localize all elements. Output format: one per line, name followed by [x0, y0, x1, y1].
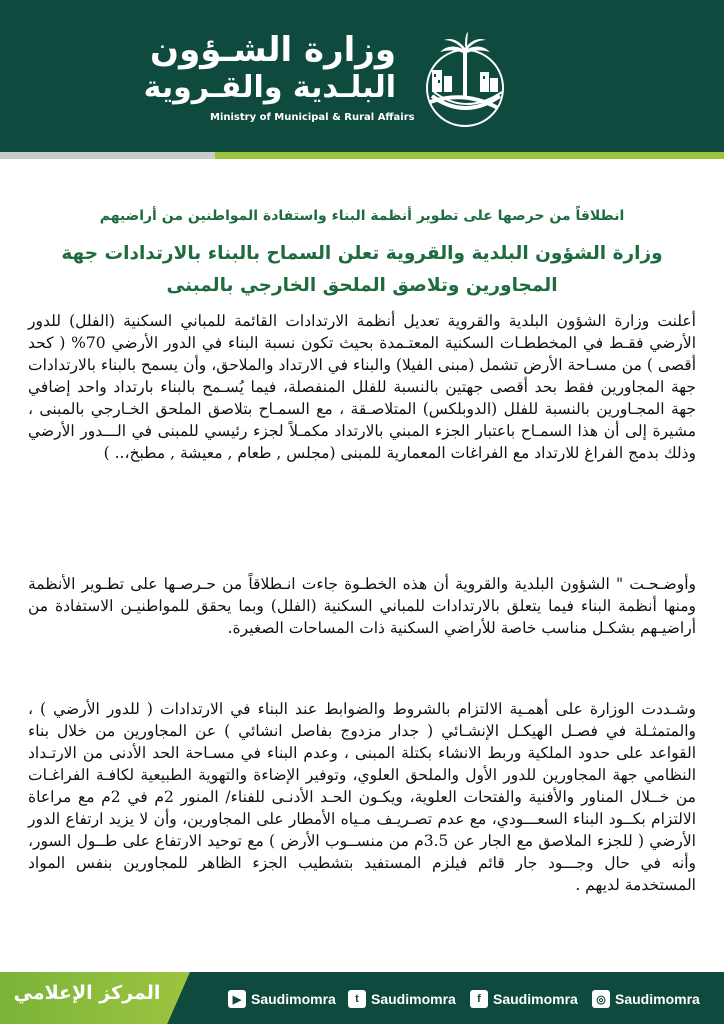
ministry-name-arabic-line1: وزارة الشـؤون: [150, 30, 396, 70]
headline-title: وزارة الشؤون البلدية والقروية تعلن السماح بالبناء بالارتدادات جهة المجاورين وتلاصق الملحق الخارجي بالمبنى: [61, 243, 663, 296]
facebook-icon: f: [470, 990, 488, 1008]
social-handle: Saudimomra: [251, 991, 336, 1007]
ministry-name-arabic-line2: البلـدية والقـروية: [143, 70, 396, 105]
ministry-name-english: Ministry of Municipal & Rural Affairs: [210, 112, 415, 123]
social-youtube-link[interactable]: [228, 988, 336, 1010]
twitter-icon: t: [348, 990, 366, 1008]
instagram-icon: ◎: [592, 990, 610, 1008]
footer-bar: [0, 972, 724, 1024]
social-handle: Saudimomra: [371, 991, 456, 1007]
body-paragraph: أعلنت وزارة الشؤون البلدية والقروية تعديل أنظمة الارتدادات القائمة للمباني السكنية (الفلل) للدور الأرضي فقـط في المخططـات السكنية المعتـمدة بحيث تكون نسبة البناء في الدور الأرضي 70% ( كحد أقصى ) من مسـاحة الأرض تشمل (مبنى الفيلا) والبناء في الارتداد والملاحق، وأن يسمح بالبناء بالارتدادات جهة المجاورين فقط بحد أقصى جهتين بالنسبة للفلل المنفصلة، فيما يُسـمح بالبناء بارتداد واحد إضافي جهة المجـاورين بالنسبة للفلل (الدوبلكس) المتلاصـقة ، مع السمـاح بتلاصق الملحق الخـارجي بالمبنى ، مشيرة إلى أن هذا السمـاح باعتبار الجزء المبني بالارتداد مكمـلاً لجزء رئيسي للمبنى في الـــدور الأرضي وذلك بدمج الفراغ للارتداد مع الفراغات المعمارية للمبنى (مجلس , طعام , معيشة , مطبخ،.. ): [28, 312, 697, 462]
headline-kicker: انطلاقاً من حرصها على تطوير أنظمة البناء واستفادة المواطنين من أراضيهم: [99, 208, 625, 224]
social-instagram-link[interactable]: [592, 988, 700, 1010]
body-paragraph: وشـددت الوزارة على أهمـية الالتزام بالشروط والضوابط عند البناء في الارتدادات ( للدور الأرضي ) ، والمتمثـلة في فصـل الهيكـل الإنشـائي ( جدار مزدوج بفاصل انشائي ) عن المجاورين من خلال بناء القواعد على حدود الملكية وربط الانشاء بكتلة المبنى ، وعدم البناء في مسـاحة الحد الأدنى من الارتـداد النظامي جهة المجاورين للدور الأول والملحق العلوي، وتوفير الإضاءة والتهوية الطبيعية لكافـة الفراغـات من خــلال المناور والأفنية والفتحات العلوية، ويكـون الحـد الأدنـى للفناء/ المنور 2م في 2م مع مراعاة الالتزام بكــود البناء السعـــودي، مع عدم تصـريـف مـياه الأمطار على المجاورين، وأن لا يزيد ارتفاع الدور الأرضي ( للجزء الملاصق مع الجار عن 3.5م من منســوب الأرض ) مع توحيد الارتفاع على طــول السور، وأنه في حال وجـــود جار قائم فيلزم المستفيد بتشطيب الجزء الظاهر للمجاورين بنفس المواد المستخدمة لديهم .: [28, 700, 696, 894]
social-handle: Saudimomra: [493, 991, 578, 1007]
palm-swords-emblem-icon: [410, 30, 520, 130]
youtube-icon: ▶: [228, 990, 246, 1008]
social-twitter-link[interactable]: [348, 988, 456, 1010]
media-center-label: المركز الإعلامي: [13, 982, 161, 1004]
social-handle: Saudimomra: [615, 991, 700, 1007]
header-banner: [0, 0, 724, 152]
body-paragraph: وأوضـحـت " الشؤون البلدية والقروية أن هذه الخطـوة جاءت انـطلاقاً من حـرصـها على تطـوير الأنظمة ومنها أنظمة البناء فيما يتعلق بالارتدادات للمباني السكنية (الفلل) وبما يحقق للمواطنيـن الاستفادة من أراضيـهم بشكـل مناسب خاصة للأراضي السكنية ذات المساحات الصغيرة.: [28, 575, 696, 637]
divider-stripe-green: [215, 152, 724, 159]
social-facebook-link[interactable]: [470, 988, 578, 1010]
